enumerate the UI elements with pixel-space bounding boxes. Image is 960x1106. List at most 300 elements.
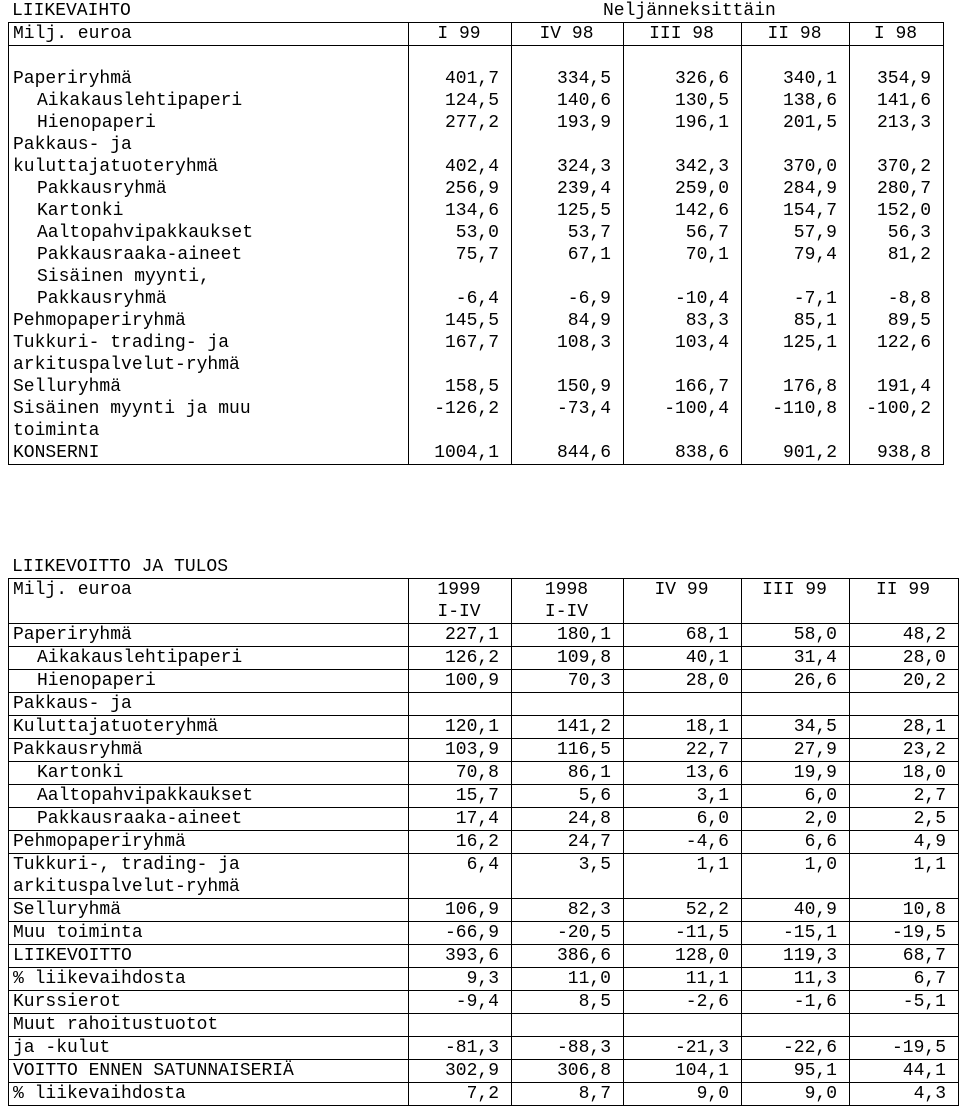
row-value <box>409 134 512 156</box>
column-header: I 99 <box>409 23 512 46</box>
table-row <box>9 46 944 69</box>
row-value: 158,5 <box>409 376 512 398</box>
row-value: 3,5 <box>512 854 624 899</box>
row-value: 27,9 <box>742 739 850 762</box>
table-row <box>9 90 944 112</box>
row-value: 18,0 <box>850 762 959 785</box>
table-row <box>9 716 959 739</box>
row-value <box>624 420 742 442</box>
row-value: -19,5 <box>850 1037 959 1060</box>
row-value: 5,6 <box>512 785 624 808</box>
row-value: -100,2 <box>850 398 944 420</box>
row-value: 82,3 <box>512 899 624 922</box>
row-value: 401,7 <box>409 68 512 90</box>
table-row <box>9 1060 959 1083</box>
row-value: -6,9 <box>512 288 624 310</box>
row-value: 4,3 <box>850 1083 959 1106</box>
row-label: Selluryhmä <box>9 376 409 398</box>
row-value: 193,9 <box>512 112 624 134</box>
row-value: -20,5 <box>512 922 624 945</box>
row-label: Kuluttajatuoteryhmä <box>9 716 409 739</box>
row-value <box>742 46 850 69</box>
row-label: Pakkausraaka-aineet <box>9 244 409 266</box>
row-value <box>850 354 944 376</box>
row-value: -88,3 <box>512 1037 624 1060</box>
row-value <box>742 1014 850 1037</box>
revenue-table <box>8 22 944 465</box>
row-value: 284,9 <box>742 178 850 200</box>
row-value: 1,0 <box>742 854 850 899</box>
row-value: -21,3 <box>624 1037 742 1060</box>
table-row <box>9 332 944 354</box>
row-value: -73,4 <box>512 398 624 420</box>
row-value: 370,2 <box>850 156 944 178</box>
row-value: -126,2 <box>409 398 512 420</box>
row-value: -81,3 <box>409 1037 512 1060</box>
row-value <box>850 1014 959 1037</box>
row-label: Pakkaus- ja <box>9 134 409 156</box>
row-label: % liikevaihdosta <box>9 968 409 991</box>
row-value <box>742 134 850 156</box>
row-label: Kurssierot <box>9 991 409 1014</box>
row-value: 34,5 <box>742 716 850 739</box>
row-value: 24,7 <box>512 831 624 854</box>
row-value: 28,0 <box>850 647 959 670</box>
row-value: -9,4 <box>409 991 512 1014</box>
row-value: 56,7 <box>624 222 742 244</box>
row-value: 1,1 <box>624 854 742 899</box>
table-row <box>9 1037 959 1060</box>
row-value: 1,1 <box>850 854 959 899</box>
row-label: Tukkuri- trading- ja <box>9 332 409 354</box>
row-value: 334,5 <box>512 68 624 90</box>
row-value: 213,3 <box>850 112 944 134</box>
row-value <box>742 693 850 716</box>
row-value <box>624 134 742 156</box>
row-value: -66,9 <box>409 922 512 945</box>
table-header-row <box>9 579 959 602</box>
row-value: 79,4 <box>742 244 850 266</box>
row-value: 2,0 <box>742 808 850 831</box>
row-value: 24,8 <box>512 808 624 831</box>
row-value: 342,3 <box>624 156 742 178</box>
row-value <box>742 354 850 376</box>
row-value: -19,5 <box>850 922 959 945</box>
row-value: 104,1 <box>624 1060 742 1083</box>
column-subheader <box>742 601 850 624</box>
row-label: arkituspalvelut-ryhmä <box>9 354 409 376</box>
row-value: 28,1 <box>850 716 959 739</box>
row-value: 176,8 <box>742 376 850 398</box>
row-value <box>624 354 742 376</box>
row-value <box>850 266 944 288</box>
column-header: 1999 <box>409 579 512 602</box>
table-row <box>9 899 959 922</box>
row-value: 6,4 <box>409 854 512 899</box>
column-subheader <box>624 601 742 624</box>
table-row <box>9 624 959 647</box>
row-value: 116,5 <box>512 739 624 762</box>
operating-profit-table <box>8 578 959 1106</box>
row-label: Paperiryhmä <box>9 68 409 90</box>
table-row <box>9 1083 959 1106</box>
row-value: 128,0 <box>624 945 742 968</box>
row-value: 3,1 <box>624 785 742 808</box>
row-value: 70,8 <box>409 762 512 785</box>
row-label: Kartonki <box>9 200 409 222</box>
section1-title: LIIKEVAIHTO <box>12 1 131 21</box>
row-label: Muut rahoitustuotot <box>9 1014 409 1037</box>
table-row <box>9 376 944 398</box>
table-row <box>9 739 959 762</box>
table-row <box>9 222 944 244</box>
row-value <box>409 1014 512 1037</box>
row-value: 191,4 <box>850 376 944 398</box>
row-label: Selluryhmä <box>9 899 409 922</box>
column-subheader: I-IV <box>512 601 624 624</box>
row-value: 119,3 <box>742 945 850 968</box>
column-header: II 99 <box>850 579 959 602</box>
row-value: 17,4 <box>409 808 512 831</box>
row-value <box>624 46 742 69</box>
row-value: 141,2 <box>512 716 624 739</box>
row-value: -10,4 <box>624 288 742 310</box>
row-value: 6,0 <box>742 785 850 808</box>
row-value <box>850 420 944 442</box>
table-row <box>9 288 944 310</box>
row-value: 130,5 <box>624 90 742 112</box>
row-value: 280,7 <box>850 178 944 200</box>
row-value: 938,8 <box>850 442 944 465</box>
row-value: 109,8 <box>512 647 624 670</box>
row-value: 68,1 <box>624 624 742 647</box>
row-value: 26,6 <box>742 670 850 693</box>
row-value: 402,4 <box>409 156 512 178</box>
column-subheader <box>850 601 959 624</box>
row-value: 844,6 <box>512 442 624 465</box>
row-label: ja -kulut <box>9 1037 409 1060</box>
row-value: 152,0 <box>850 200 944 222</box>
column-header: IV 98 <box>512 23 624 46</box>
section1-heading <box>8 0 952 22</box>
table-row <box>9 134 944 156</box>
row-value: 83,3 <box>624 310 742 332</box>
operating-profit-table-body <box>9 579 959 1106</box>
row-value: 53,0 <box>409 222 512 244</box>
row-value: 48,2 <box>850 624 959 647</box>
table-row <box>9 785 959 808</box>
row-value: 370,0 <box>742 156 850 178</box>
row-value: 23,2 <box>850 739 959 762</box>
row-value: 227,1 <box>409 624 512 647</box>
row-value: 58,0 <box>742 624 850 647</box>
table-row <box>9 244 944 266</box>
row-value: 2,5 <box>850 808 959 831</box>
column-header: I 98 <box>850 23 944 46</box>
table-row <box>9 68 944 90</box>
row-value: -11,5 <box>624 922 742 945</box>
row-value <box>409 354 512 376</box>
row-label: Hienopaperi <box>9 112 409 134</box>
row-label: toiminta <box>9 420 409 442</box>
section2-title: LIIKEVOITTO JA TULOS <box>12 557 229 577</box>
row-label: Aikakauslehtipaperi <box>9 90 409 112</box>
column-header: III 99 <box>742 579 850 602</box>
row-label: Aaltopahvipakkaukset <box>9 222 409 244</box>
row-value: 8,7 <box>512 1083 624 1106</box>
row-value: 901,2 <box>742 442 850 465</box>
row-value: -8,8 <box>850 288 944 310</box>
column-header: 1998 <box>512 579 624 602</box>
row-value: 8,5 <box>512 991 624 1014</box>
table-header-row <box>9 23 944 46</box>
row-value: 11,0 <box>512 968 624 991</box>
row-value: -4,6 <box>624 831 742 854</box>
row-value: 103,9 <box>409 739 512 762</box>
row-value: 9,0 <box>624 1083 742 1106</box>
row-value: 20,2 <box>850 670 959 693</box>
row-value: 9,0 <box>742 1083 850 1106</box>
row-value: 126,2 <box>409 647 512 670</box>
row-value: 2,7 <box>850 785 959 808</box>
row-value: 106,9 <box>409 899 512 922</box>
row-value: 180,1 <box>512 624 624 647</box>
row-value: 52,2 <box>624 899 742 922</box>
table-row <box>9 156 944 178</box>
row-value: -6,4 <box>409 288 512 310</box>
row-value: 11,3 <box>742 968 850 991</box>
row-value <box>624 266 742 288</box>
row-value: 89,5 <box>850 310 944 332</box>
row-value: 196,1 <box>624 112 742 134</box>
row-value: 6,6 <box>742 831 850 854</box>
row-value: 86,1 <box>512 762 624 785</box>
row-value: 84,9 <box>512 310 624 332</box>
column-subheader <box>9 601 409 624</box>
row-value: 354,9 <box>850 68 944 90</box>
row-value: 40,1 <box>624 647 742 670</box>
row-label: Pehmopaperiryhmä <box>9 310 409 332</box>
row-value <box>624 1014 742 1037</box>
row-value <box>512 266 624 288</box>
row-value: -5,1 <box>850 991 959 1014</box>
row-value: 256,9 <box>409 178 512 200</box>
row-value: 75,7 <box>409 244 512 266</box>
row-value: 44,1 <box>850 1060 959 1083</box>
table-subheader-row <box>9 601 959 624</box>
row-value: 103,4 <box>624 332 742 354</box>
row-value: 13,6 <box>624 762 742 785</box>
row-label: Tukkuri-, trading- ja arkituspalvelut-ryhmä <box>9 854 409 899</box>
row-label: Kartonki <box>9 762 409 785</box>
column-header: III 98 <box>624 23 742 46</box>
row-value: 142,6 <box>624 200 742 222</box>
row-label: Muu toiminta <box>9 922 409 945</box>
row-value: 201,5 <box>742 112 850 134</box>
section2-heading <box>8 556 952 578</box>
revenue-table-body <box>9 23 944 465</box>
row-value: 9,3 <box>409 968 512 991</box>
row-value: 70,3 <box>512 670 624 693</box>
row-value: 70,1 <box>624 244 742 266</box>
row-value: -7,1 <box>742 288 850 310</box>
row-label: Pakkausryhmä <box>9 288 409 310</box>
row-value: 838,6 <box>624 442 742 465</box>
column-header-label: Milj. euroa <box>9 579 409 602</box>
row-value: 28,0 <box>624 670 742 693</box>
table-row <box>9 178 944 200</box>
row-value: 150,9 <box>512 376 624 398</box>
row-value: -110,8 <box>742 398 850 420</box>
row-value <box>512 46 624 69</box>
table-row <box>9 968 959 991</box>
row-value: 154,7 <box>742 200 850 222</box>
row-value: 56,3 <box>850 222 944 244</box>
row-value <box>742 266 850 288</box>
row-label: Sisäinen myynti ja muu <box>9 398 409 420</box>
row-value: 326,6 <box>624 68 742 90</box>
table-row <box>9 808 959 831</box>
row-label: Pakkausryhmä <box>9 739 409 762</box>
table-row <box>9 310 944 332</box>
table-row <box>9 762 959 785</box>
table-row <box>9 670 959 693</box>
row-value: 11,1 <box>624 968 742 991</box>
row-value: 7,2 <box>409 1083 512 1106</box>
row-value: 100,9 <box>409 670 512 693</box>
row-value: -22,6 <box>742 1037 850 1060</box>
table-row <box>9 945 959 968</box>
row-label: Hienopaperi <box>9 670 409 693</box>
row-value <box>512 354 624 376</box>
row-value: 340,1 <box>742 68 850 90</box>
row-value: 306,8 <box>512 1060 624 1083</box>
row-label: KONSERNI <box>9 442 409 465</box>
column-header: IV 99 <box>624 579 742 602</box>
row-value <box>512 1014 624 1037</box>
table-row <box>9 922 959 945</box>
row-value <box>409 266 512 288</box>
row-value <box>409 420 512 442</box>
table-row <box>9 420 944 442</box>
row-value: 40,9 <box>742 899 850 922</box>
table-row <box>9 831 959 854</box>
row-value: 6,0 <box>624 808 742 831</box>
row-value: 85,1 <box>742 310 850 332</box>
table-row <box>9 1014 959 1037</box>
row-value <box>850 693 959 716</box>
row-label: VOITTO ENNEN SATUNNAISERIÄ <box>9 1060 409 1083</box>
row-value: 124,5 <box>409 90 512 112</box>
row-label: kuluttajatuoteryhmä <box>9 156 409 178</box>
row-label: LIIKEVOITTO <box>9 945 409 968</box>
row-value: 16,2 <box>409 831 512 854</box>
row-value <box>850 46 944 69</box>
row-value: 1004,1 <box>409 442 512 465</box>
table-row <box>9 398 944 420</box>
row-value: 108,3 <box>512 332 624 354</box>
table-row <box>9 442 944 465</box>
column-header-label: Milj. euroa <box>9 23 409 46</box>
row-value: 31,4 <box>742 647 850 670</box>
row-value: 122,6 <box>850 332 944 354</box>
row-value: 167,7 <box>409 332 512 354</box>
row-value: 67,1 <box>512 244 624 266</box>
row-value: 277,2 <box>409 112 512 134</box>
row-value: 15,7 <box>409 785 512 808</box>
row-label: Pehmopaperiryhmä <box>9 831 409 854</box>
table-row <box>9 647 959 670</box>
row-label: % liikevaihdosta <box>9 1083 409 1106</box>
row-value: 6,7 <box>850 968 959 991</box>
section1-period-label: Neljänneksittäin <box>603 1 776 21</box>
row-value: 145,5 <box>409 310 512 332</box>
row-value: 125,1 <box>742 332 850 354</box>
row-value: 19,9 <box>742 762 850 785</box>
row-value: 18,1 <box>624 716 742 739</box>
row-value <box>512 693 624 716</box>
row-value: -2,6 <box>624 991 742 1014</box>
row-value: 125,5 <box>512 200 624 222</box>
table-row <box>9 991 959 1014</box>
row-value: 166,7 <box>624 376 742 398</box>
row-value: 10,8 <box>850 899 959 922</box>
row-label: Paperiryhmä <box>9 624 409 647</box>
row-value: 141,6 <box>850 90 944 112</box>
table-row <box>9 112 944 134</box>
row-value <box>742 420 850 442</box>
row-value: 22,7 <box>624 739 742 762</box>
row-value: 4,9 <box>850 831 959 854</box>
row-value: -1,6 <box>742 991 850 1014</box>
row-value: 138,6 <box>742 90 850 112</box>
row-value <box>624 693 742 716</box>
row-value <box>512 420 624 442</box>
row-label: Aikakauslehtipaperi <box>9 647 409 670</box>
row-value: 134,6 <box>409 200 512 222</box>
row-value <box>409 693 512 716</box>
row-value: 302,9 <box>409 1060 512 1083</box>
row-value: 386,6 <box>512 945 624 968</box>
row-label: Pakkaus- ja <box>9 693 409 716</box>
table-row <box>9 854 959 899</box>
row-value <box>409 46 512 69</box>
row-label: Pakkausraaka-aineet <box>9 808 409 831</box>
row-value: 120,1 <box>409 716 512 739</box>
row-value: 324,3 <box>512 156 624 178</box>
table-row <box>9 266 944 288</box>
row-value: 140,6 <box>512 90 624 112</box>
column-subheader: I-IV <box>409 601 512 624</box>
row-label: Aaltopahvipakkaukset <box>9 785 409 808</box>
row-value: 393,6 <box>409 945 512 968</box>
row-label: Pakkausryhmä <box>9 178 409 200</box>
row-value <box>512 134 624 156</box>
row-value: -100,4 <box>624 398 742 420</box>
column-header: II 98 <box>742 23 850 46</box>
row-value: -15,1 <box>742 922 850 945</box>
row-value: 81,2 <box>850 244 944 266</box>
row-value: 68,7 <box>850 945 959 968</box>
row-value: 95,1 <box>742 1060 850 1083</box>
row-value: 57,9 <box>742 222 850 244</box>
row-label: Sisäinen myynti, <box>9 266 409 288</box>
row-value <box>850 134 944 156</box>
row-value: 53,7 <box>512 222 624 244</box>
row-label <box>9 46 409 69</box>
table-row <box>9 200 944 222</box>
row-value: 259,0 <box>624 178 742 200</box>
